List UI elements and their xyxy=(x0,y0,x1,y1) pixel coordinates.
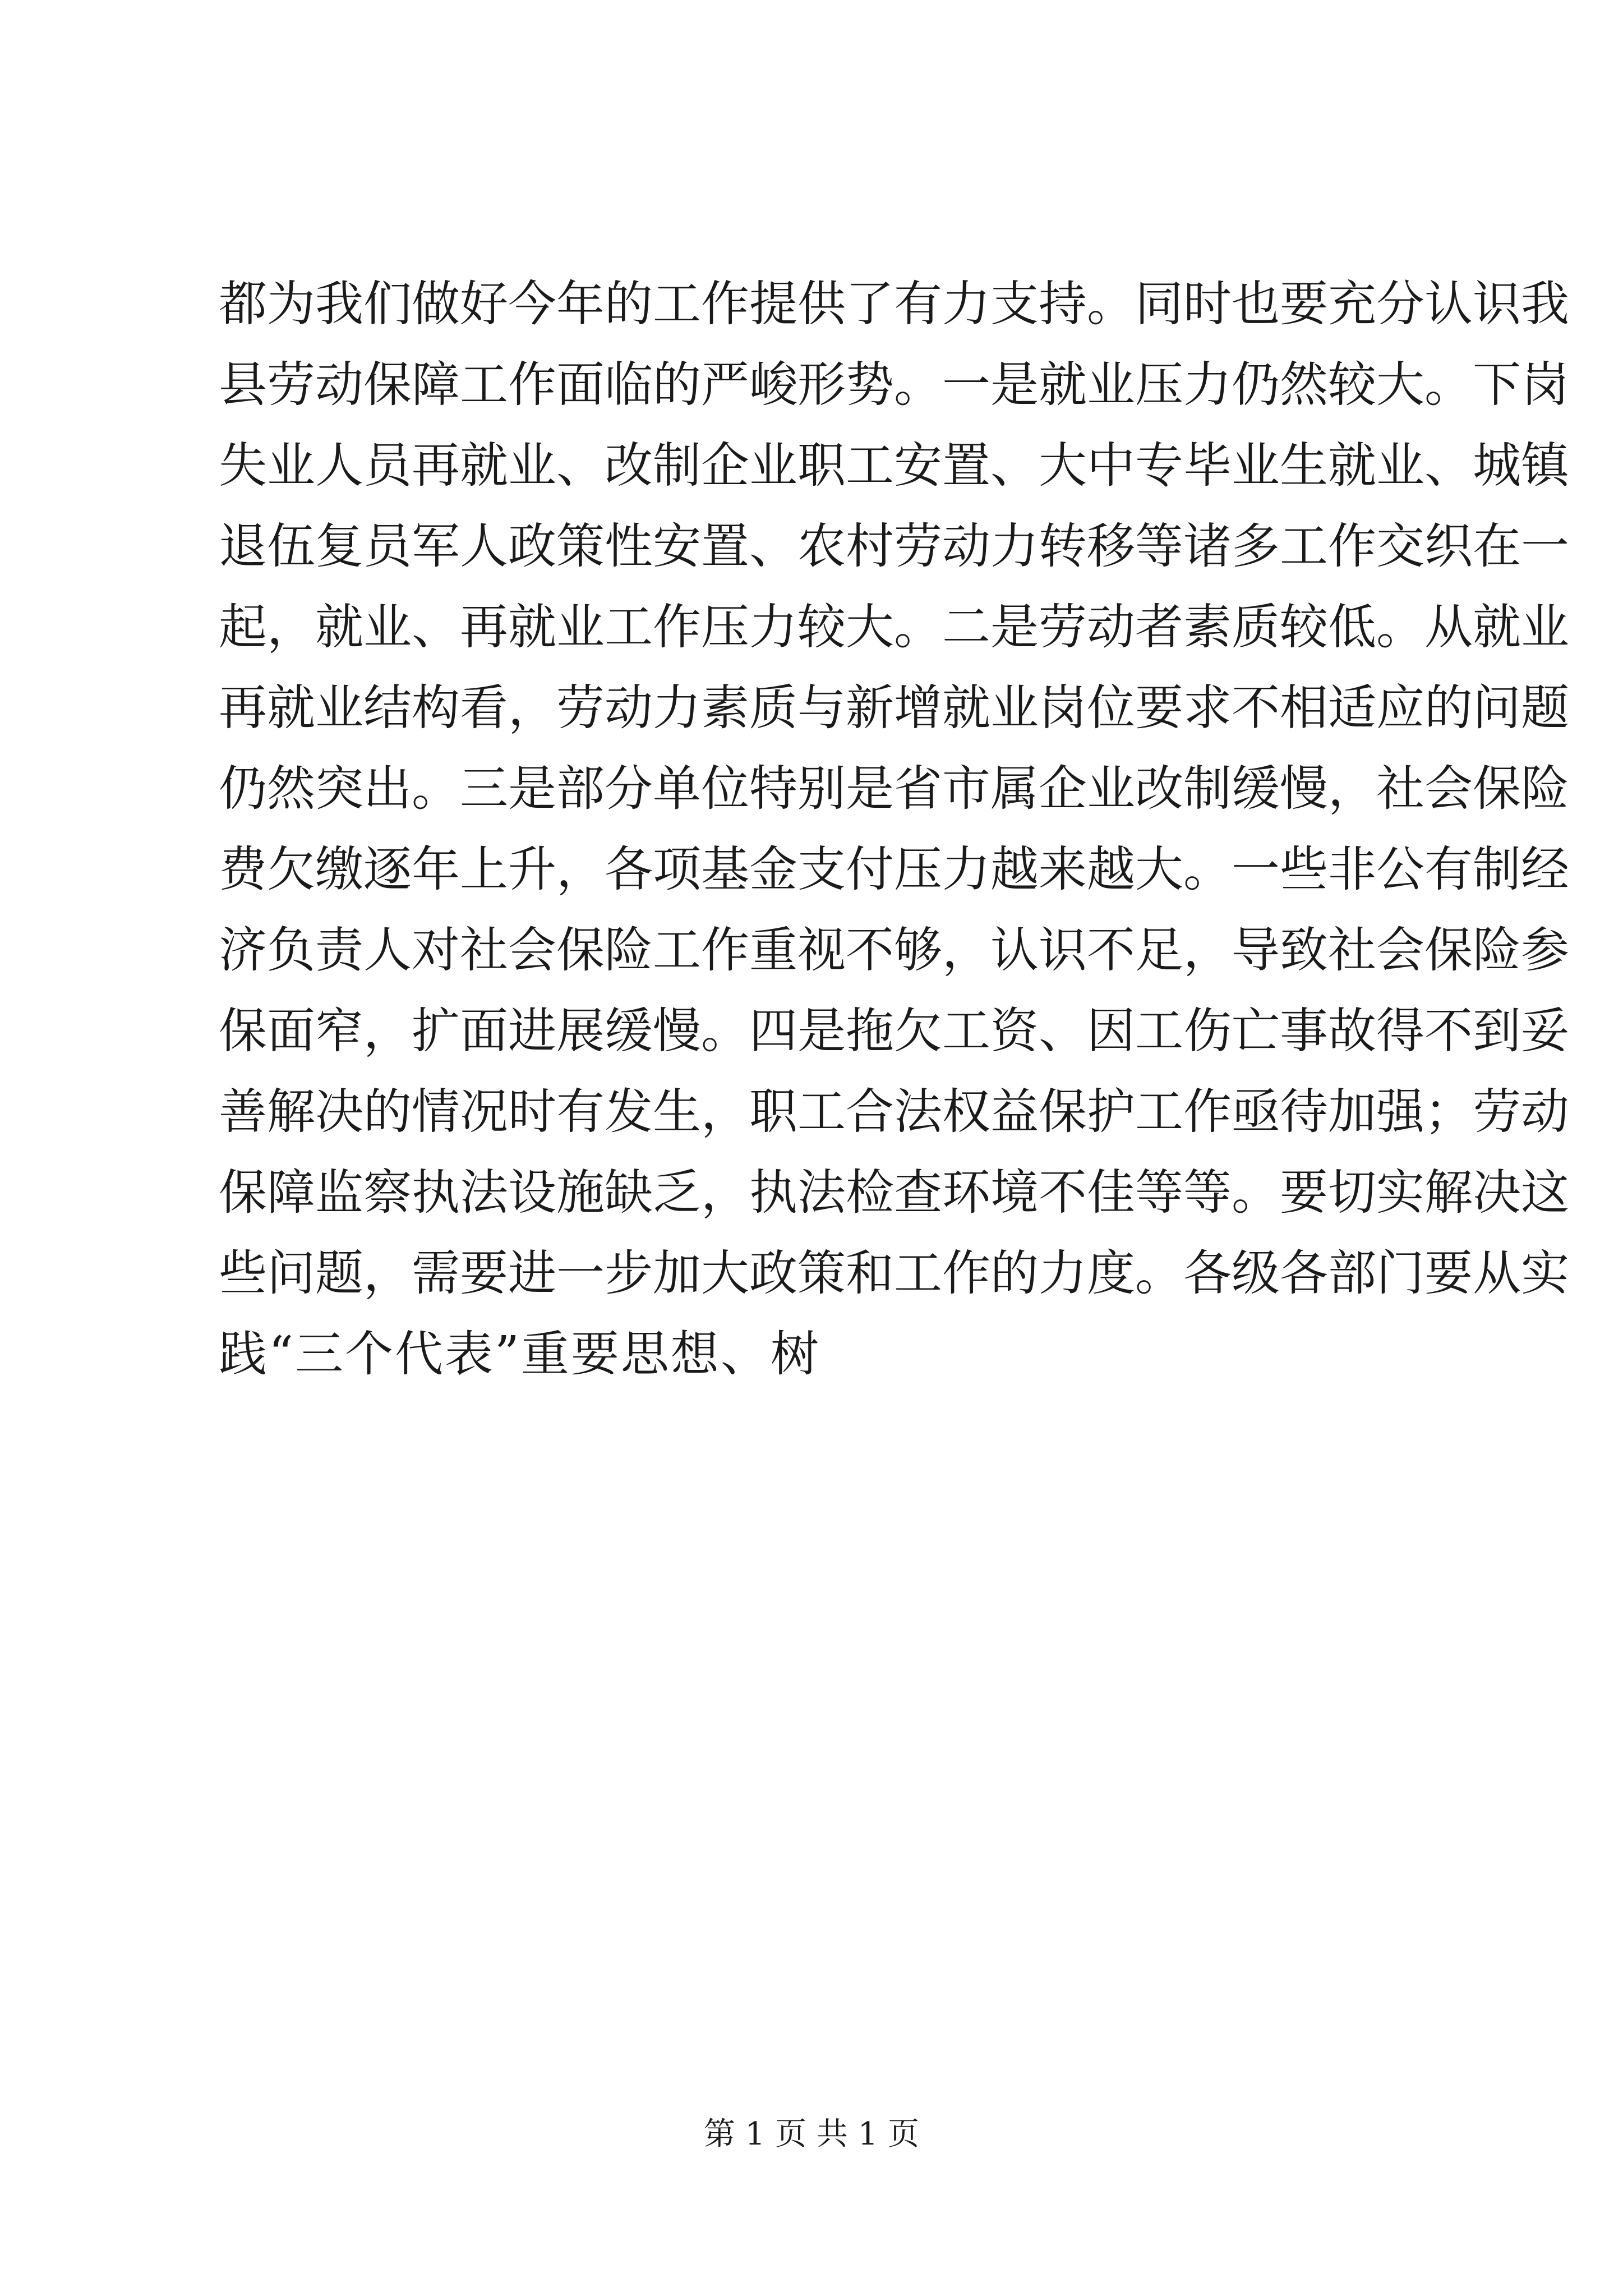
text-line: 保面窄，扩面进展缓慢。四是拖欠工资、因工伤亡事故得不到妥 xyxy=(219,1003,1569,1059)
page-footer xyxy=(0,2112,1623,2157)
text-line: 些问题，需要进一步加大政策和工作的力度。各级各部门要从实 xyxy=(219,1245,1569,1301)
text-line: 县劳动保障工作面临的严峻形势。一是就业压力仍然较大。下岗 xyxy=(219,357,1569,413)
text-line: 退伍复员军人政策性安置、农村劳动力转移等诸多工作交织在一 xyxy=(219,518,1569,574)
text-line: 失业人员再就业、改制企业职工安置、大中专毕业生就业、城镇 xyxy=(219,438,1569,494)
text-line: 济负责人对社会保险工作重视不够，认识不足，导致社会保险参 xyxy=(219,922,1569,978)
text-line: 善解决的情况时有发生，职工合法权益保护工作亟待加强；劳动 xyxy=(219,1084,1569,1140)
page-number: 第 1 页 共 1 页 xyxy=(703,2116,920,2152)
body-paragraph xyxy=(219,264,1569,1395)
text-line: 费欠缴逐年上升，各项基金支付压力越来越大。一些非公有制经 xyxy=(219,841,1569,898)
text-line: 都为我们做好今年的工作提供了有力支持。同时也要充分认识我 xyxy=(219,276,1569,332)
text-line: 保障监察执法设施缺乏，执法检查环境不佳等等。要切实解决这 xyxy=(219,1165,1569,1221)
text-line-last: 践“三个代表”重要思想、树 xyxy=(219,1326,820,1382)
text-line: 仍然突出。三是部分单位特别是省市属企业改制缓慢，社会保险 xyxy=(219,761,1569,817)
text-line: 起，就业、再就业工作压力较大。二是劳动者素质较低。从就业 xyxy=(219,599,1569,655)
text-line: 再就业结构看，劳动力素质与新增就业岗位要求不相适应的问题 xyxy=(219,680,1569,736)
